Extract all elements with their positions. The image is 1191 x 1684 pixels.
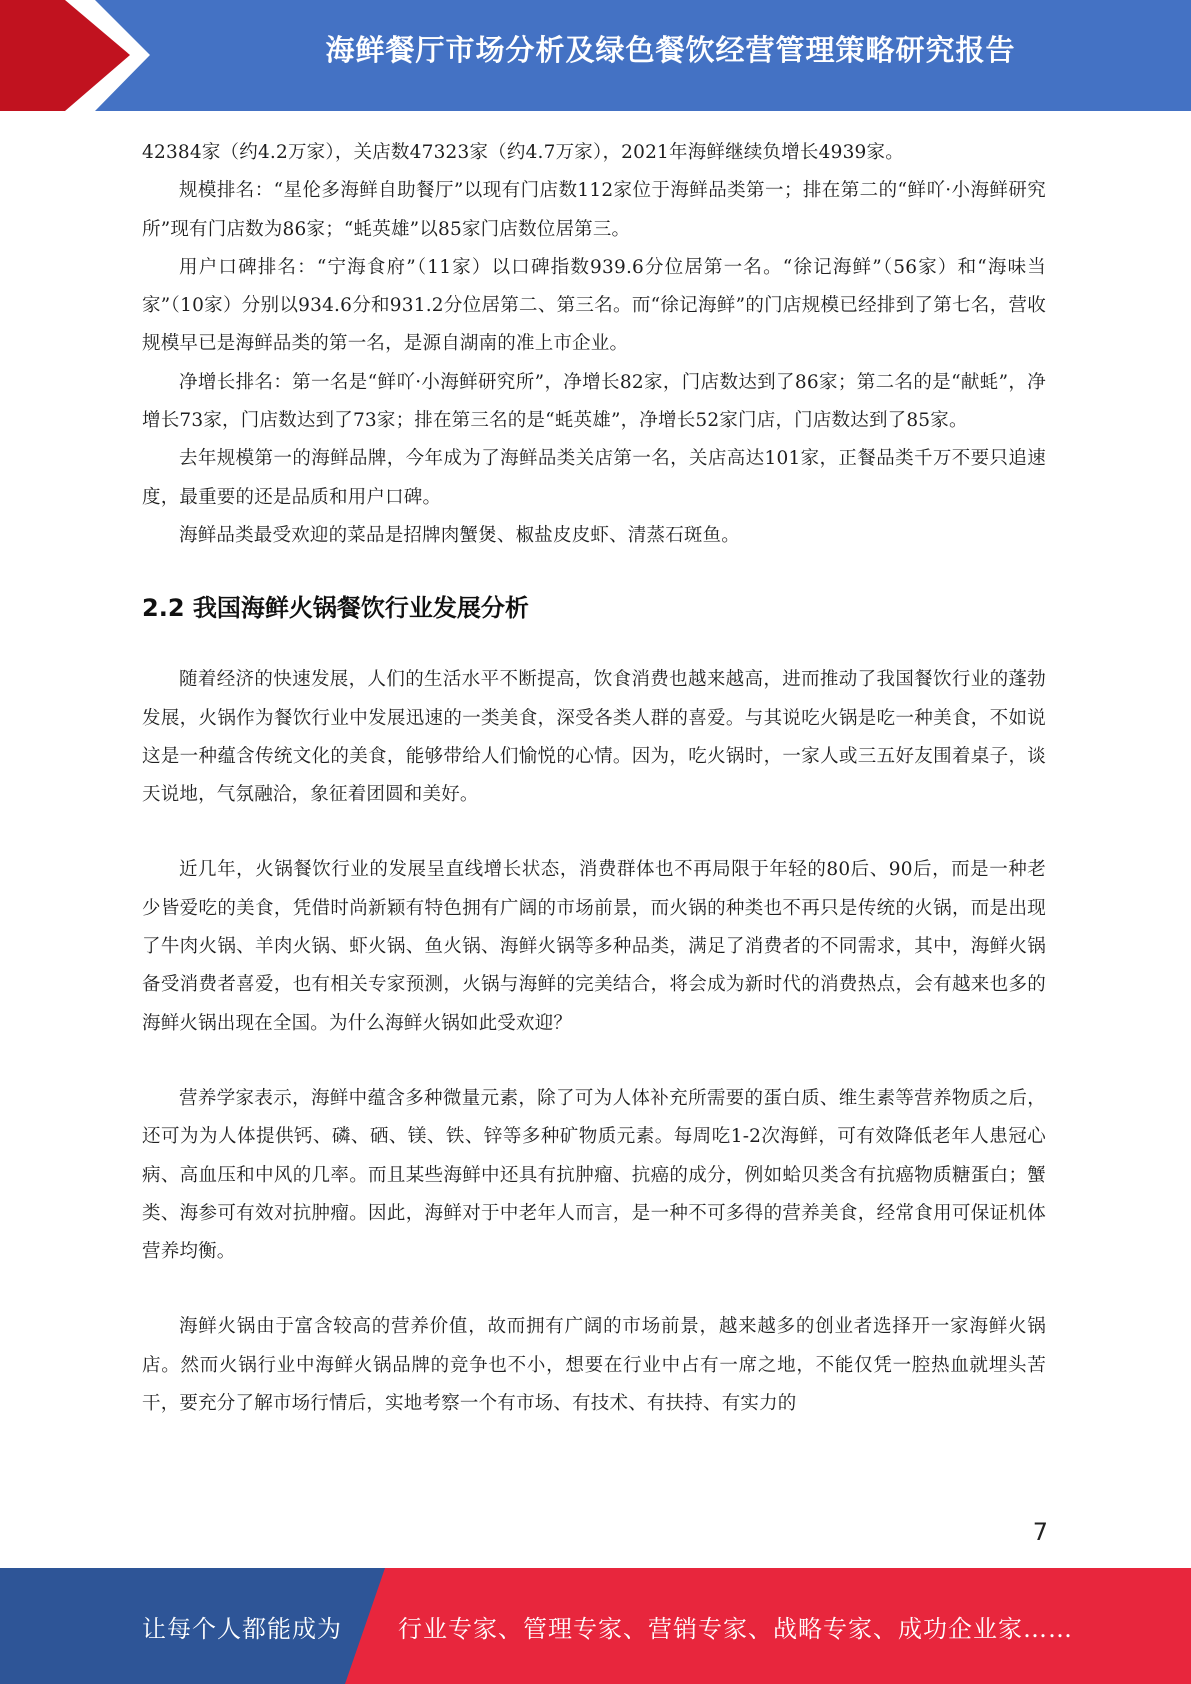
report-title: 海鲜餐厅市场分析及绿色餐饮经营管理策略研究报告	[325, 33, 1016, 67]
footer-slogan-left: 让每个人都能成为	[142, 1615, 342, 1643]
paragraph: 海鲜火锅由于富含较高的营养价值，故而拥有广阔的市场前景，越来越多的创业者选择开一家海鲜火锅店。然而火锅行业中海鲜火锅品牌的竞争也不小，想要在行业中占有一席之地，不能仅凭一腔热血就埋头苦干，要充分了解市场行情后，实地考察一个有市场、有技术、有扶持、有实力的	[142, 1316, 1046, 1415]
paragraph: 营养学家表示，海鲜中蕴含多种微量元素，除了可为人体补充所需要的蛋白质、维生素等营养物质之后，还可为为人体提供钙、磷、硒、镁、铁、锌等多种矿物质元素。每周吃1-2次海鲜，可有效降低老年人患冠心病、高血压和中风的几率。而且某些海鲜中还具有抗肿瘤、抗癌的成分，例如蛤贝类含有抗癌物质糖蛋白；蟹类、海参可有效对抗肿瘤。因此，海鲜对于中老年人而言，是一种不可多得的营养美食，经常食用可保证机体营养均衡。	[142, 1087, 1046, 1263]
section-heading: 2.2 我国海鲜火锅餐饮行业发展分析	[142, 594, 529, 623]
paragraph: 净增长排名：第一名是“鲜吖·小海鲜研究所”，净增长82家，门店数达到了86家；第二名的是“献蚝”，净增长73家，门店数达到了73家；排在第三名的是“蚝英雄”，净增长52家门店，门店数达到了85家。	[142, 371, 1046, 432]
page-header	[0, 0, 1191, 111]
footer-slogan-right: 行业专家、管理专家、营销专家、战略专家、成功企业家……	[398, 1615, 1073, 1643]
paragraph: 用户口碑排名：“宁海食府”（11家）以口碑指数939.6分位居第一名。“徐记海鲜”（56家）和“海味当家”（10家）分别以934.6分和931.2分位居第二、第三名。而“徐记海鲜”的门店规模已经排到了第七名，营收规模早已是海鲜品类的第一名，是源自湖南的准上市企业。	[142, 256, 1046, 355]
page-content	[142, 134, 1046, 1423]
paragraph: 规模排名：“星伦多海鲜自助餐厅”以现有门店数112家位于海鲜品类第一；排在第二的“鲜吖·小海鲜研究所”现有门店数为86家；“蚝英雄”以85家门店数位居第三。	[142, 180, 1046, 240]
paragraph: 近几年，火锅餐饮行业的发展呈直线增长状态，消费群体也不再局限于年轻的80后、90后，而是一种老少皆爱吃的美食，凭借时尚新颖有特色拥有广阔的市场前景，而火锅的种类也不再只是传统的火锅，而是出现了牛肉火锅、羊肉火锅、虾火锅、鱼火锅、海鲜火锅等多种品类，满足了消费者的不同需求，其中，海鲜火锅备受消费者喜爱，也有相关专家预测，火锅与海鲜的完美结合，将会成为新时代的消费热点，会有越来也多的海鲜火锅出现在全国。为什么海鲜火锅如此受欢迎？	[142, 859, 1046, 1034]
paragraph: 42384家（约4.2万家），关店数47323家（约4.7万家），2021年海鲜继续负增长4939家。	[142, 142, 904, 163]
page-number: 7	[1032, 1518, 1048, 1546]
page-footer	[0, 1568, 1191, 1684]
paragraph: 去年规模第一的海鲜品牌，今年成为了海鲜品类关店第一名，关店高达101家，正餐品类千万不要只追速度，最重要的还是品质和用户口碑。	[142, 448, 1046, 508]
paragraph: 随着经济的快速发展，人们的生活水平不断提高，饮食消费也越来越高，进而推动了我国餐饮行业的蓬勃发展，火锅作为餐饮行业中发展迅速的一类美食，深受各类人群的喜爱。与其说吃火锅是吃一种美食，不如说这是一种蕴含传统文化的美食，能够带给人们愉悦的心情。因为，吃火锅时，一家人或三五好友围着桌子，谈天说地，气氛融洽，象征着团圆和美好。	[142, 669, 1046, 806]
paragraph: 海鲜品类最受欢迎的菜品是招牌肉蟹煲、椒盐皮皮虾、清蒸石斑鱼。	[179, 524, 741, 546]
